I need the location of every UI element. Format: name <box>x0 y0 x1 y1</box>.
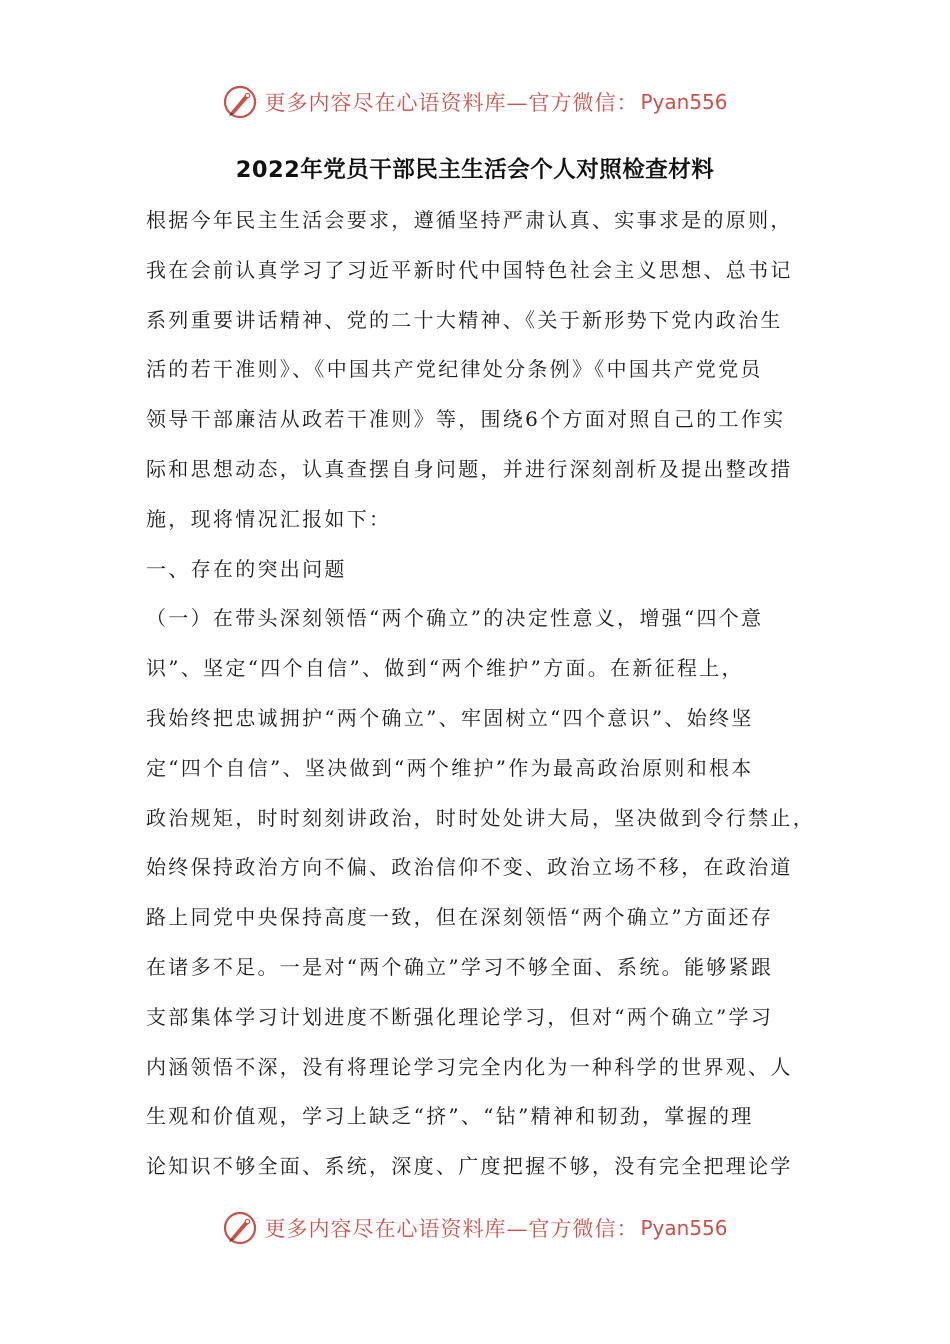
body-line: 支部集体学习计划进度不断强化理论学习，但对“两个确立”学习 <box>146 1004 774 1029</box>
body-line: 内涵领悟不深，没有将理论学习完全内化为一种科学的世界观、人 <box>146 1054 793 1079</box>
body-line: 施，现将情况汇报如下： <box>146 506 392 531</box>
body-line: 领导干部廉洁从政若干准则》等，围绕6个方面对照自己的工作实 <box>146 407 786 432</box>
body-line: 活的若干准则》、《中国共产党纪律处分条例》《中国共产党党员 <box>146 357 763 382</box>
body-line: 际和思想动态，认真查摆自身问题，并进行深刻剖析及提出整改措 <box>146 456 793 481</box>
body-line: 生观和价值观，学习上缺乏“挤”、“钻”精神和韧劲，掌握的理 <box>146 1104 754 1129</box>
body-line: 系列重要讲话精神、党的二十大精神、《关于新形势下党内政治生 <box>146 307 783 332</box>
body-line: 路上同党中央保持高度一致，但在深刻领悟“两个确立”方面还存 <box>146 905 774 930</box>
body-line: 政治规矩，时时刻刻讲政治，时时处处讲大局，坚决做到令行禁止， <box>146 805 815 830</box>
pen-circle-logo-icon <box>222 84 258 120</box>
body-line: 根据今年民主生活会要求，遵循坚持严肃认真、实事求是的原则， <box>146 208 793 232</box>
watermark-text: 更多内容尽在心语资料库—官方微信： <box>264 1217 639 1241</box>
watermark-banner-top <box>0 82 950 122</box>
body-line: 识”、坚定“四个自信”、做到“两个维护”方面。在新征程上， <box>146 656 744 681</box>
body-line: 论知识不够全面、系统，深度、广度把握不够，没有完全把理论学 <box>146 1154 793 1179</box>
body-line: 在诸多不足。一是对“两个确立”学习不够全面、系统。能够紧跟 <box>146 954 774 979</box>
document-body <box>146 198 826 1194</box>
pen-circle-logo-icon <box>222 1210 258 1246</box>
document-title: 2022年党员干部民主生活会个人对照检查材料 <box>235 157 715 183</box>
watermark-wechat-id: Pyan556 <box>640 1216 728 1240</box>
watermark-text: 更多内容尽在心语资料库—官方微信： <box>264 91 639 115</box>
body-line: 我在会前认真学习了习近平新时代中国特色社会主义思想、总书记 <box>146 257 793 282</box>
body-line: 我始终把忠诚拥护“两个确立”、牢固树立“四个意识”、始终坚 <box>146 705 754 730</box>
watermark-banner-bottom <box>0 1208 950 1248</box>
body-line: （一）在带头深刻领悟“两个确立”的决定性意义，增强“四个意 <box>146 606 764 631</box>
section-heading: 一、存在的突出问题 <box>146 556 347 581</box>
watermark-wechat-id: Pyan556 <box>640 90 728 114</box>
body-line: 定“四个自信”、坚决做到“两个维护”作为最高政治原则和根本 <box>146 755 754 780</box>
body-line: 始终保持政治方向不偏、政治信仰不变、政治立场不移，在政治道 <box>146 855 793 880</box>
